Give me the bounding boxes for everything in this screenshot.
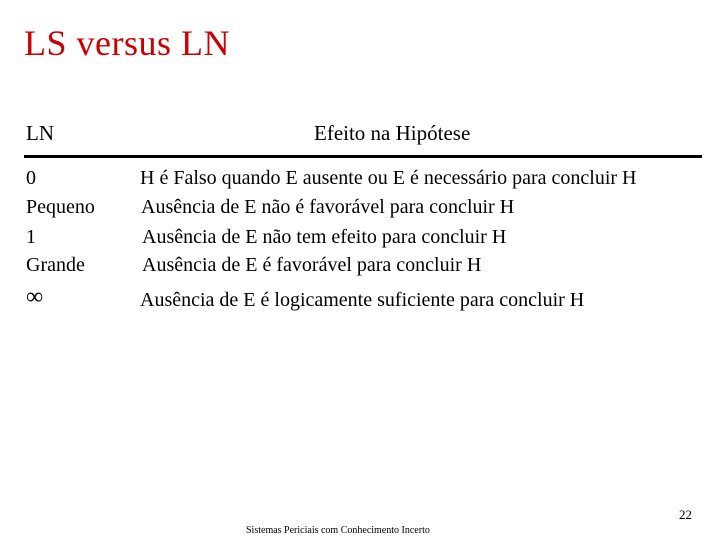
row-effect-text: Ausência de E é logicamente suficiente para concluir H: [140, 289, 585, 311]
row-ln-value-infinity: ∞: [26, 284, 44, 310]
header-divider: [24, 155, 702, 158]
row-effect-text: Ausência de E não é favorável para concluir H: [141, 196, 515, 218]
column-header-ln: LN: [26, 121, 54, 145]
page-number: 22: [679, 507, 692, 522]
row-ln-value: Pequeno: [26, 196, 95, 218]
row-effect-text: H é Falso quando E ausente ou E é necessário para concluir H: [140, 167, 637, 189]
slide-title: LS versus LN: [24, 23, 230, 63]
row-effect-text: Ausência de E não tem efeito para concluir H: [142, 226, 507, 248]
footer-text: Sistemas Periciais com Conhecimento Incerto: [246, 525, 430, 536]
row-ln-value: 0: [26, 167, 36, 189]
row-effect-text: Ausência de E é favorável para concluir H: [142, 254, 482, 276]
column-header-efeito: Efeito na Hipótese: [314, 121, 471, 145]
row-ln-value: Grande: [26, 254, 85, 276]
row-ln-value: 1: [26, 226, 36, 248]
